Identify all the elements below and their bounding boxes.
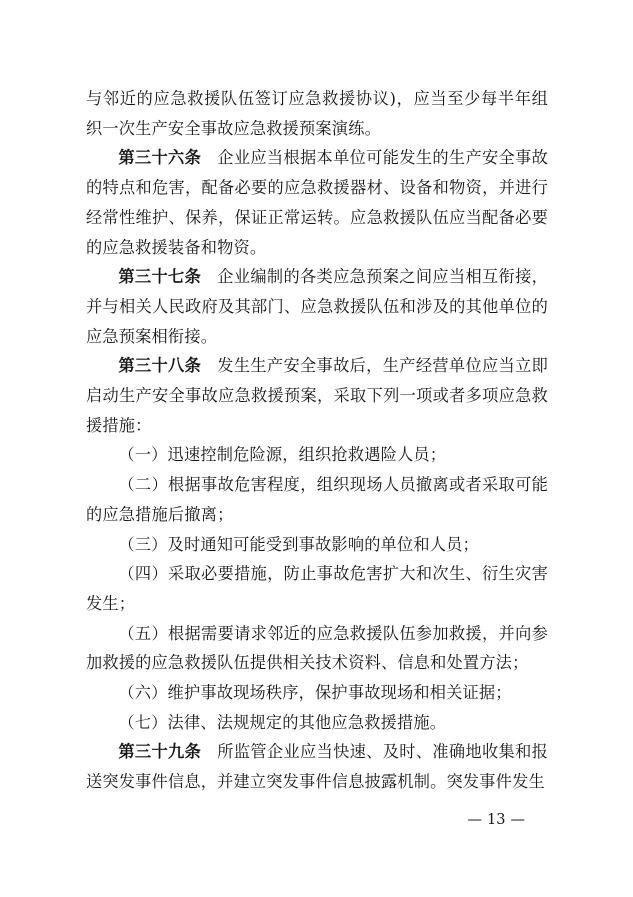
paragraph-text: 发生生产安全事故后，生产经营单位应当立即启动生产安全事故应急救援预案，采取下列一项或者多项应急救援措施： [86,356,549,435]
paragraph-text: （六）维护事故现场秩序，保护事故现场和相关证据； [118,683,512,703]
paragraph [86,708,548,738]
paragraph [86,619,548,678]
paragraph-text: （五）根据需要请求邻近的应急救援队伍参加救援，并向参加救援的应急救援队伍提供相关技术资料、信息和处置方法； [86,623,548,673]
article-number: 第三十七条 [118,267,202,287]
paragraph-text: （七）法律、法规规定的其他应急救援措施。 [118,712,447,732]
paragraph [86,737,548,796]
article-number: 第三十九条 [118,742,202,762]
paragraph [86,143,548,262]
paragraph [86,262,548,351]
paragraph [86,559,548,618]
paragraph [86,530,548,560]
page-footer [0,810,530,830]
footer-dash-right: — [510,812,525,828]
paragraph-text: 企业应当根据本单位可能发生的生产安全事故的特点和危害，配备必要的应急救援器材、设备和物资，并进行经常性维护、保养，保证正常运转。应急救援队伍应当配备必要的应急救援装备和物资。 [86,148,549,257]
paragraph-text: （四）采取必要措施，防止事故危害扩大和次生、衍生灾害发生； [86,564,548,613]
paragraph-text: 所监管企业应当快速、及时、准确地收集和报送突发事件信息，并建立突发事件信息披露机制。突发事件发生 [86,742,549,792]
document-body [86,84,548,797]
paragraph [86,678,548,708]
article-number: 第三十八条 [118,356,202,376]
footer-dash-left: — [467,812,483,828]
paragraph [86,440,548,470]
paragraph-text: （三）及时通知可能受到事故影响的单位和人员； [118,534,479,554]
page-number: 13 [487,812,506,828]
paragraph-text: （一）迅速控制危险源，组织抢救遇险人员； [118,445,447,465]
paragraph-text: （二）根据事故危害程度，组织现场人员撤离或者采取可能的应急措施后撤离； [86,475,548,524]
paragraph-text: 与邻近的应急救援队伍签订应急救援协议)，应当至少每半年组织一次生产安全事故应急救援预案演练。 [86,89,548,138]
paragraph [86,84,548,143]
paragraph [86,351,548,440]
paragraph-text: 企业编制的各类应急预案之间应当相互衔接，并与相关人民政府及其部门、应急救援队伍和涉及的其他单位的应急预案相衔接。 [86,267,549,346]
paragraph [86,470,548,529]
article-number: 第三十六条 [118,148,202,168]
